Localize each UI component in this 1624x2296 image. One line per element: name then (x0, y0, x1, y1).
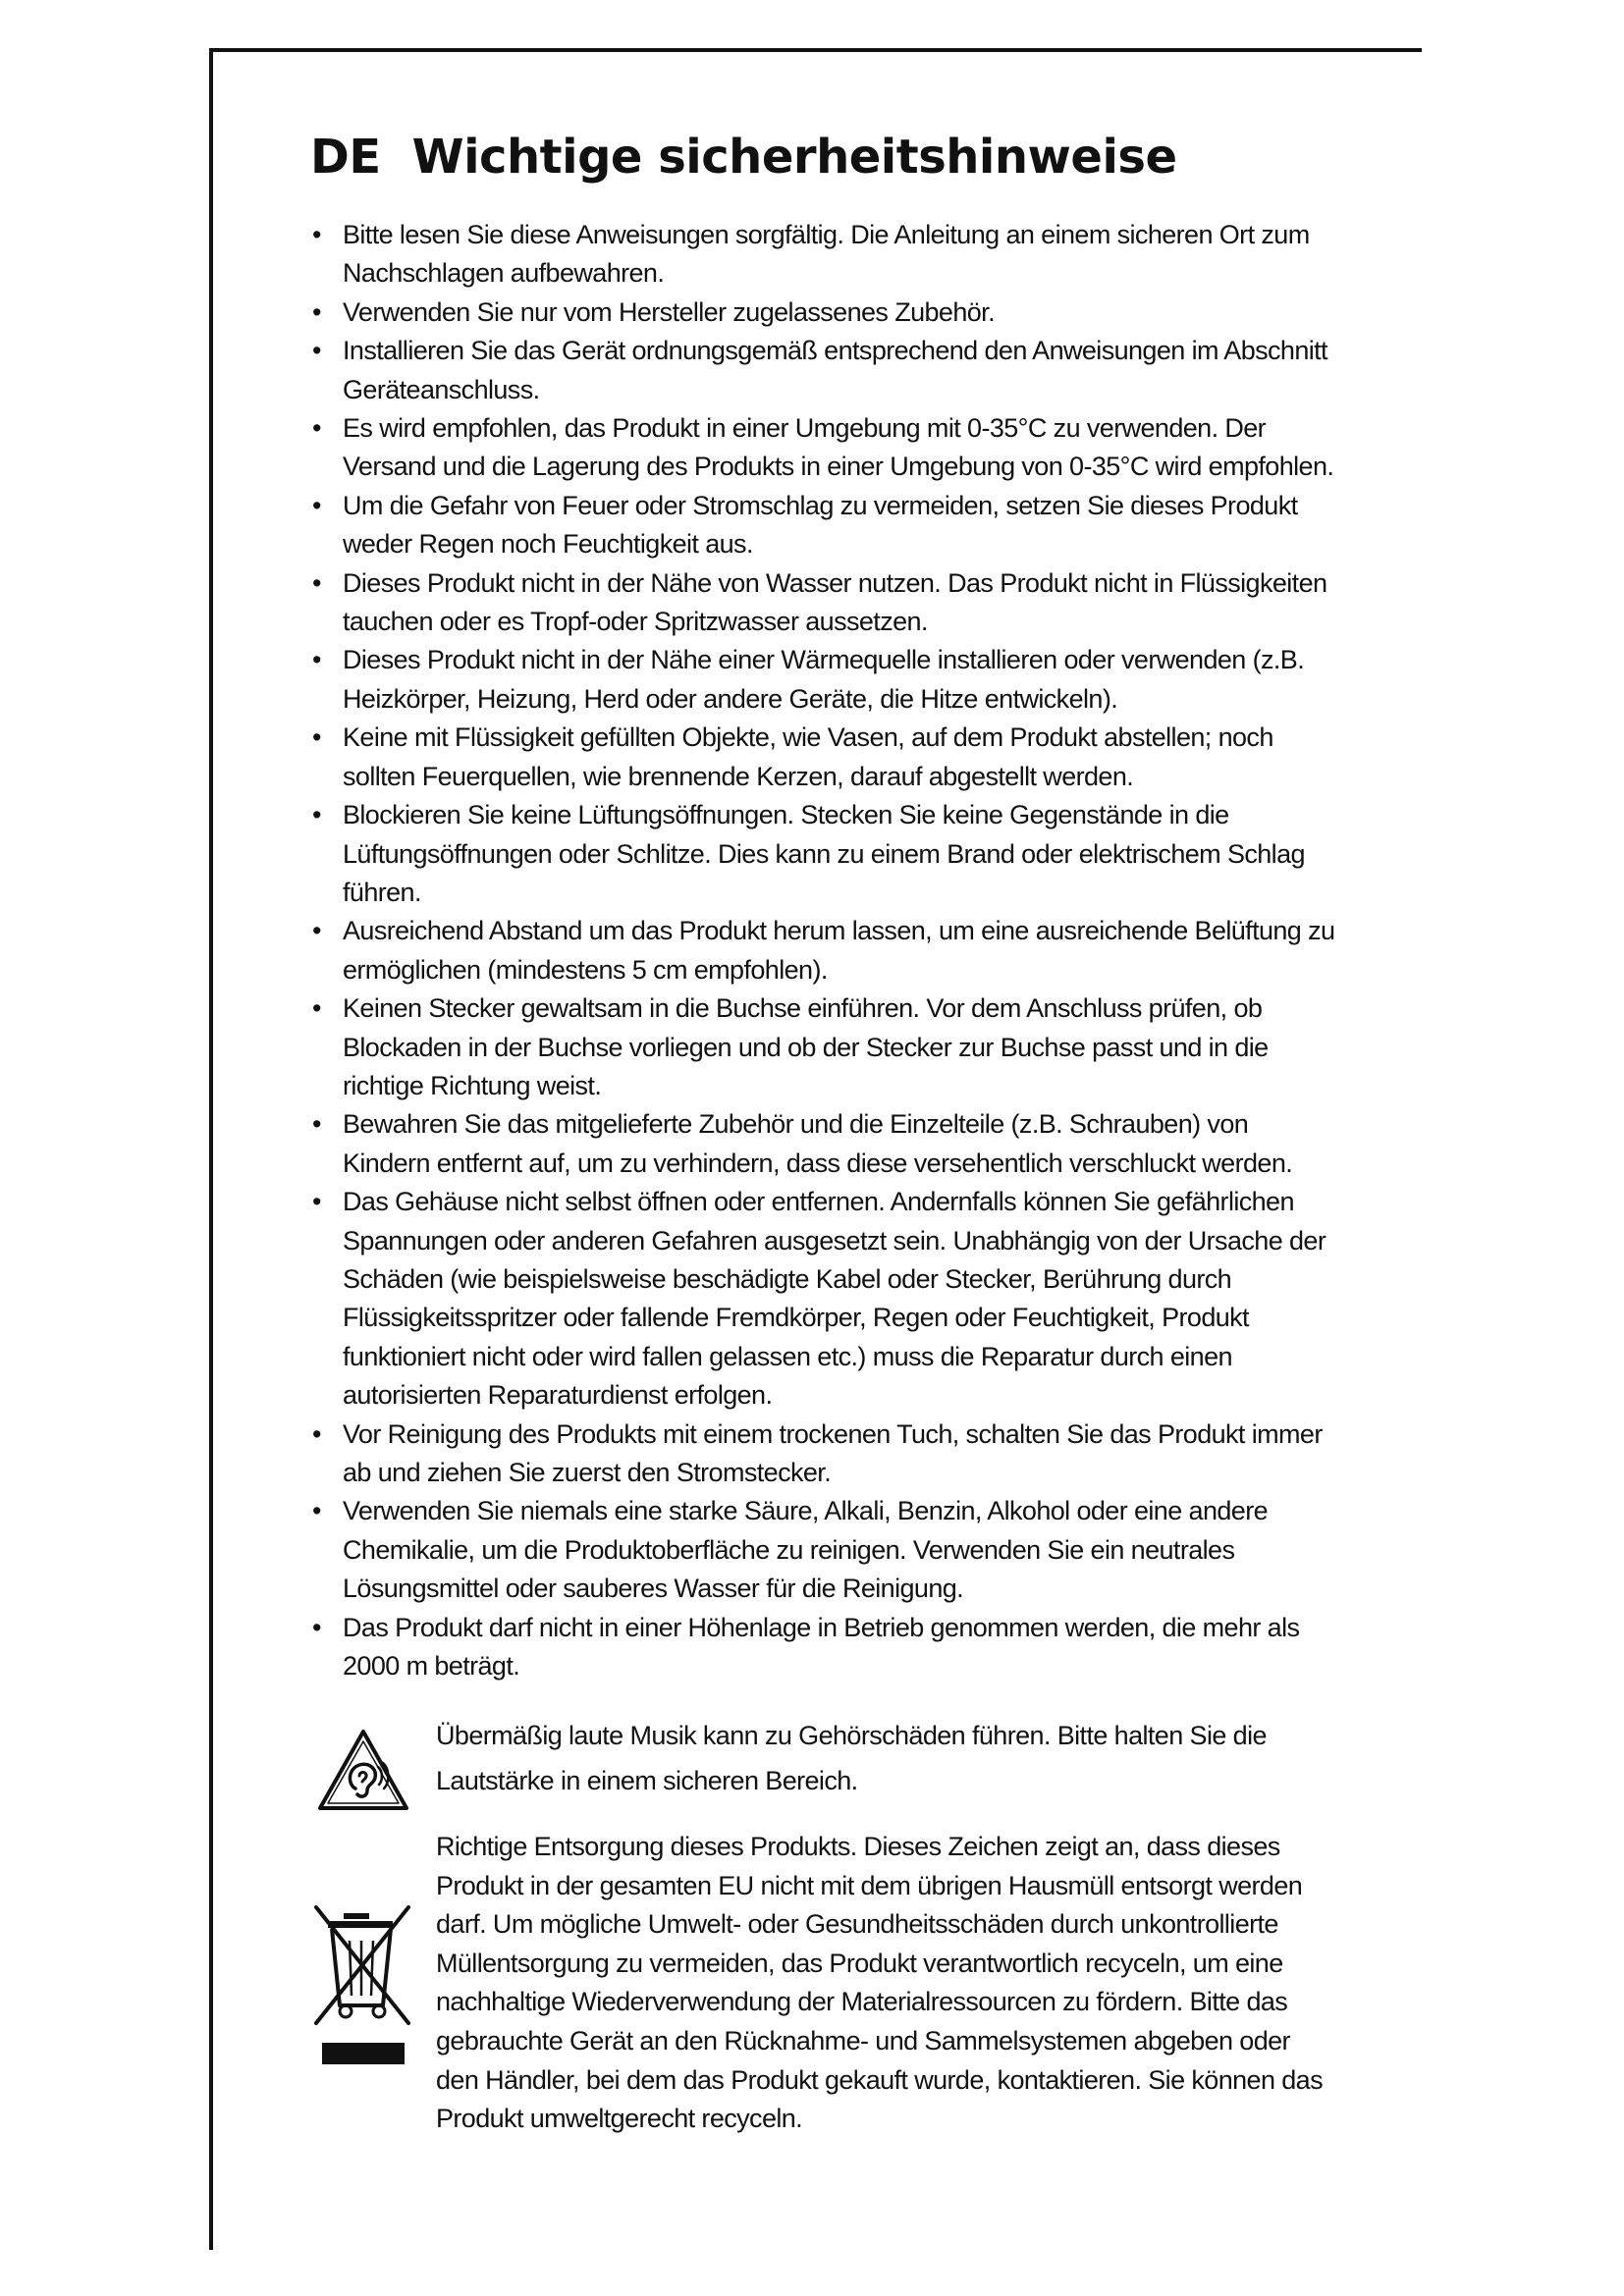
list-item-text: Das Gehäuse nicht selbst öffnen oder entfernen. Andernfalls können Sie gefährlichen Spannungen oder anderen Gefahren ausgesetzt sein. Unabhängig von der Ursache der Schäden (wie beispielsweise beschädigte Kabel oder Stecker, Berührung durch Flüssigkeitsspritzer oder fallende Fremdkörper, Regen oder Feuchtigkeit, Produkt funktioniert nicht oder wird fallen gelassen etc.) muss die Reparatur durch einen autorisierten Reparaturdienst erfolgen. (343, 1187, 1326, 1411)
safety-instructions-list (310, 216, 1341, 1685)
list-item (310, 564, 1341, 642)
list-item-text: Keine mit Flüssigkeit gefüllten Objekte, wie Vasen, auf dem Produkt abstellen; noch sollten Feuerquellen, wie brennende Kerzen, darauf abgestellt werden. (343, 722, 1273, 791)
page-frame-left-rule (209, 48, 213, 2250)
list-item (310, 1609, 1341, 1686)
list-item (310, 216, 1341, 294)
bullet: • (312, 220, 321, 249)
list-item-text: Blockieren Sie keine Lüftungsöffnungen. Stecken Sie keine Gegenstände in die Lüftungsöffnungen oder Schlitze. Dies kann zu einem Brand oder elektrischem Schlag führen. (343, 800, 1305, 907)
list-item-text: Verwenden Sie niemals eine starke Säure, Alkali, Benzin, Alkohol oder eine andere Chemikalie, um die Produktoberfläche zu reinigen. Verwenden Sie ein neutrales Lösungsmittel oder sauberes Wasser für die Reinigung. (343, 1496, 1269, 1604)
list-item (310, 1492, 1341, 1608)
list-item (310, 719, 1341, 796)
list-item (310, 294, 1341, 332)
bullet: • (312, 1109, 321, 1140)
disposal-notice-text: Richtige Entsorgung dieses Produkts. Dieses Zeichen zeigt an, dass dieses Produkt in der gesamten EU nicht mit dem übrigen Hausmüll entsorgt werden darf. Um mögliche Umwelt- oder Gesundheitsschäden durch unkontrollierte Müllentsorgung zu vermeiden, das Produkt verantwortlich recyceln, um eine nachhaltige Wiederverwendung der Materialressourcen zu fördern. Bitte das gebrauchte Gerät an den Rücknahme- und Sammelsystemen abgeben oder den Händler, bei dem das Produkt gekauft wurde, kontaktieren. Sie können das Produkt umweltgerecht recyceln. (436, 1832, 1323, 2134)
bullet: • (312, 490, 321, 520)
list-item-text: Dieses Produkt nicht in der Nähe von Wasser nutzen. Das Produkt nicht in Flüssigkeiten tauchen oder es Tropf-oder Spritzwasser aussetzen. (343, 567, 1327, 637)
bullet: • (312, 1496, 321, 1526)
bullet: • (312, 722, 321, 753)
list-item (310, 332, 1341, 409)
list-item-text: Es wird empfohlen, das Produkt in einer Umgebung mit 0-35°C zu verwenden. Der Versand und die Lagerung des Produkts in einer Umgebung von 0-35°C wird empfohlen. (343, 413, 1334, 482)
list-item-text: Vor Reinigung des Produkts mit einem trockenen Tuch, schalten Sie das Produkt immer ab und ziehen Sie zuerst den Stromstecker. (343, 1418, 1323, 1487)
list-item (310, 989, 1341, 1105)
list-item-text: Bewahren Sie das mitgelieferte Zubehör und die Einzelteile (z.B. Schrauben) von Kindern entfernt auf, um zu verhindern, dass diese versehentlich verschluckt werden. (343, 1109, 1293, 1178)
list-item-text: Installieren Sie das Gerät ordnungsgemäß entsprechend den Anweisungen im Abschnitt Geräteanschluss. (343, 336, 1327, 404)
list-item (310, 641, 1341, 719)
list-item-text: Keinen Stecker gewaltsam in die Buchse einführen. Vor dem Anschluss prüfen, ob Blockaden in der Buchse vorliegen und ob der Stecker zur Buchse passt und in die richtige Richtung weist. (343, 993, 1269, 1100)
bullet: • (312, 336, 321, 366)
language-code: DE (310, 130, 381, 185)
list-item-text: Um die Gefahr von Feuer oder Stromschlag zu vermeiden, setzen Sie dieses Produkt weder Regen noch Feuchtigkeit aus. (343, 490, 1298, 560)
list-item (310, 409, 1341, 487)
page-title-text: Wichtige sicherheitshinweise (411, 130, 1177, 185)
bullet: • (312, 1418, 321, 1449)
list-item-text: Bitte lesen Sie diese Anweisungen sorgfältig. Die Anleitung an einem sicheren Ort zum Nachschlagen aufbewahren. (343, 220, 1310, 289)
list-item-text: Verwenden Sie nur vom Hersteller zugelassenes Zubehör. (343, 296, 995, 327)
list-item (310, 1105, 1341, 1183)
hearing-warning-text: Übermäßig laute Musik kann zu Gehörschäden führen. Bitte halten Sie die Lautstärke in einem sicheren Bereich. (436, 1721, 1267, 1795)
list-item-text: Dieses Produkt nicht in der Nähe einer Wärmequelle installieren oder verwenden (z.B. Heizkörper, Heizung, Herd oder andere Geräte, die Hitze entwickeln). (343, 645, 1305, 714)
list-item (310, 912, 1341, 989)
bullet: • (312, 296, 321, 327)
list-item (310, 1183, 1341, 1415)
list-item (310, 1415, 1341, 1493)
bullet: • (312, 1187, 321, 1217)
list-item (310, 487, 1341, 564)
bullet: • (312, 993, 321, 1024)
bullet: • (312, 1612, 321, 1642)
list-item-text: Ausreichend Abstand um das Produkt herum lassen, um eine ausreichende Belüftung zu ermöglichen (mindestens 5 cm empfohlen). (343, 916, 1335, 985)
crossed-out-wheelie-bin-icon (310, 1899, 416, 2076)
hearing-damage-warning-icon (316, 1728, 410, 1814)
bullet: • (312, 567, 321, 598)
bullet: • (312, 645, 321, 675)
bullet: • (312, 413, 321, 444)
bullet: • (312, 800, 321, 830)
page-title (310, 130, 1177, 185)
list-item-text: Das Produkt darf nicht in einer Höhenlage in Betrieb genommen werden, die mehr als 2000 m beträgt. (343, 1612, 1300, 1682)
page-frame-top-rule (209, 48, 1422, 52)
list-item (310, 796, 1341, 912)
bullet: • (312, 916, 321, 946)
